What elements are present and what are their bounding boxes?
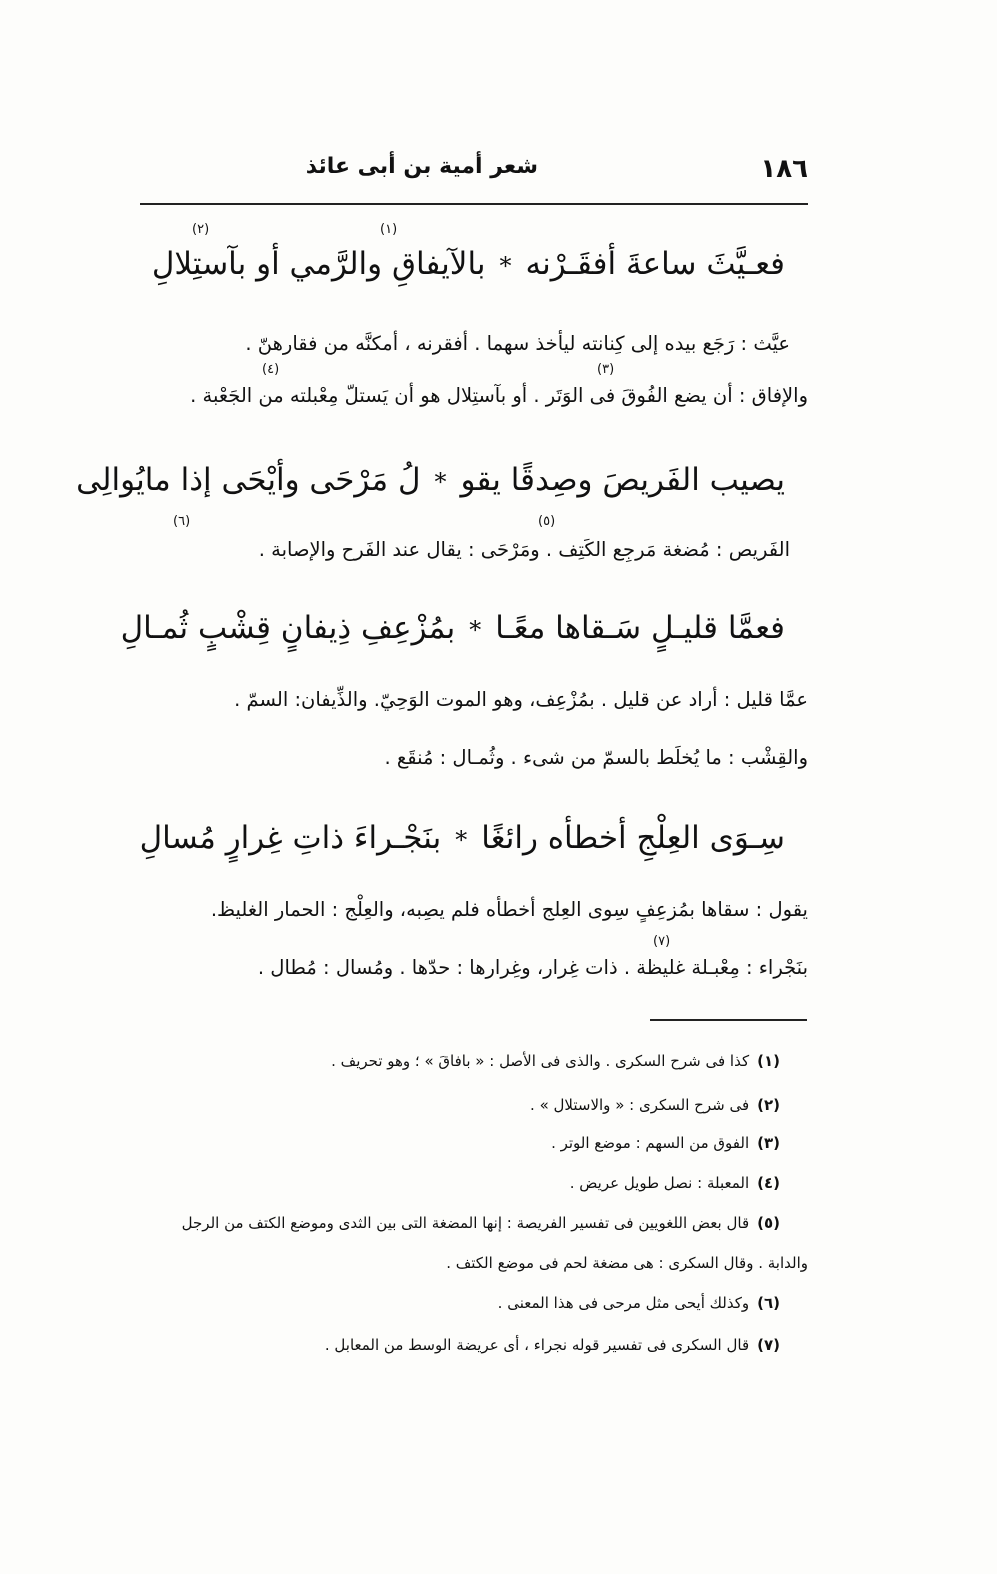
gloss-line-6: يقول : سقاها بمُزعِفٍ سِوى العِلج أخطأه فلم يصِبه، والعِلْج : الحمار الغليظ. bbox=[210, 898, 808, 921]
footnote-text: فى شرح السكرى : « والاستلال » . bbox=[530, 1096, 750, 1114]
header-rule bbox=[140, 203, 808, 205]
running-title: شعر أمية بن أبى عائذ bbox=[305, 154, 538, 179]
footnote-number: (٤) bbox=[757, 1174, 780, 1192]
footnote-text: كذا فى شرح السكرى . والذى فى الأصل : « بافاقَ » ؛ وهو تحريف . bbox=[331, 1052, 750, 1070]
page-header bbox=[140, 148, 808, 200]
footnote-marker-3: (٣) bbox=[597, 362, 615, 377]
gloss-line-4: عمَّا قليل : أراد عن قليل . بمُزْعِف، وهو الموت الوَحِيّ. والذِّيفان: السمّ . bbox=[234, 688, 808, 711]
footnote-number: (٢) bbox=[757, 1096, 780, 1114]
footnote-text: وكذلك أيحى مثل مرحى فى هذا المعنى . bbox=[497, 1294, 750, 1312]
verse-hemistich: يصيب الفَريصَ وصِدقًا يقو bbox=[460, 462, 785, 498]
footnote-number: (٧) bbox=[757, 1336, 780, 1354]
footnote-number: (١) bbox=[757, 1052, 780, 1070]
footnote-number: (٣) bbox=[757, 1134, 780, 1152]
footnote-text: قال السكرى فى تفسير قوله نجراء ، أى عريضة الوسط من المعابل . bbox=[324, 1336, 750, 1354]
footnote-marker-2: (٢) bbox=[192, 222, 210, 237]
footnote-text: قال بعض اللغويين فى تفسير الفريصة : إنها المضغة التى بين الثدى وموضع الكتف من الرجل bbox=[181, 1214, 750, 1232]
footnote-1 bbox=[200, 1050, 780, 1072]
footnote-text: والدابة . وقال السكرى : هى مضغة لحم فى موضع الكتف . bbox=[446, 1254, 808, 1272]
verse-hemistich: سِـوَى العِلْجِ أخطأه رائغًا bbox=[481, 820, 785, 856]
verse-hemistich: بالآيفاقِ والرَّمي أو بآستِلالِ bbox=[151, 246, 486, 282]
footnote-separator bbox=[650, 1019, 807, 1021]
verse-line-2 bbox=[76, 460, 785, 502]
verse-separator: * bbox=[499, 251, 512, 280]
gloss-line-2: والإفاق : أن يضع الفُوقَ فى الوَتَر . أو بآستِلال هو أن يَستلّ مِعْبلته من الجَعْبة . bbox=[190, 384, 808, 407]
footnote-5-continued bbox=[140, 1252, 808, 1274]
page-number: ١٨٦ bbox=[760, 154, 808, 184]
footnote-number: (٥) bbox=[757, 1214, 780, 1232]
verse-line-1 bbox=[151, 244, 785, 286]
footnote-marker-7: (٧) bbox=[653, 934, 671, 949]
verse-hemistich: فعـيَّثَ ساعةَ أفقَـرْنه bbox=[525, 246, 785, 282]
footnote-5 bbox=[140, 1212, 780, 1234]
gloss-line-7: بنَجْراء : مِعْبـلة غليظة . ذات غِرار، وغِرارها : حدّها . ومُسال : مُطال . bbox=[257, 956, 808, 979]
footnote-text: الفوق من السهم : موضع الوتر . bbox=[551, 1134, 750, 1152]
footnote-marker-4: (٤) bbox=[262, 362, 280, 377]
verse-hemistich: بنَجْـراءَ ذاتِ غِرارٍ مُسالِ bbox=[139, 820, 442, 856]
footnote-marker-1: (١) bbox=[380, 222, 398, 237]
verse-hemistich: لُ مَرْحَى وأيْحَى إذا مايُوالِى bbox=[76, 462, 421, 498]
footnote-marker-6: (٦) bbox=[173, 514, 191, 529]
verse-hemistich: بمُزْعِفِ ذِيفانٍ قِشْبٍ ثُمـالِ bbox=[120, 610, 456, 646]
footnote-marker-5: (٥) bbox=[538, 514, 556, 529]
footnote-number: (٦) bbox=[757, 1294, 780, 1312]
footnote-4 bbox=[200, 1172, 780, 1194]
footnote-7 bbox=[200, 1334, 780, 1356]
verse-separator: * bbox=[434, 467, 447, 496]
gloss-line-5: والقِشْب : ما يُخلَط بالسمّ من شىء . وثُمـال : مُنقَع . bbox=[384, 746, 808, 769]
footnote-2 bbox=[200, 1094, 780, 1116]
verse-line-4 bbox=[139, 818, 785, 860]
verse-separator: * bbox=[469, 615, 482, 644]
gloss-line-1: عيَّث : رَجَع بيده إلى كِنانته ليأخذ سهما . أفقرنه ، أمكنَّه من فقارهنّ . bbox=[245, 332, 790, 355]
footnote-6 bbox=[200, 1292, 780, 1314]
footnote-3 bbox=[200, 1132, 780, 1154]
verse-separator: * bbox=[455, 825, 468, 854]
gloss-line-3: الفَريص : مُضغة مَرجِع الكَتِف . ومَرْحَى : يقال عند الفَرح والإصابة . bbox=[258, 538, 790, 561]
verse-hemistich: فعمَّا قليـلٍ سَـقاها معًـا bbox=[495, 610, 785, 646]
footnote-text: المعبلة : نصل طويل عريض . bbox=[569, 1174, 750, 1192]
verse-line-3 bbox=[120, 608, 785, 650]
